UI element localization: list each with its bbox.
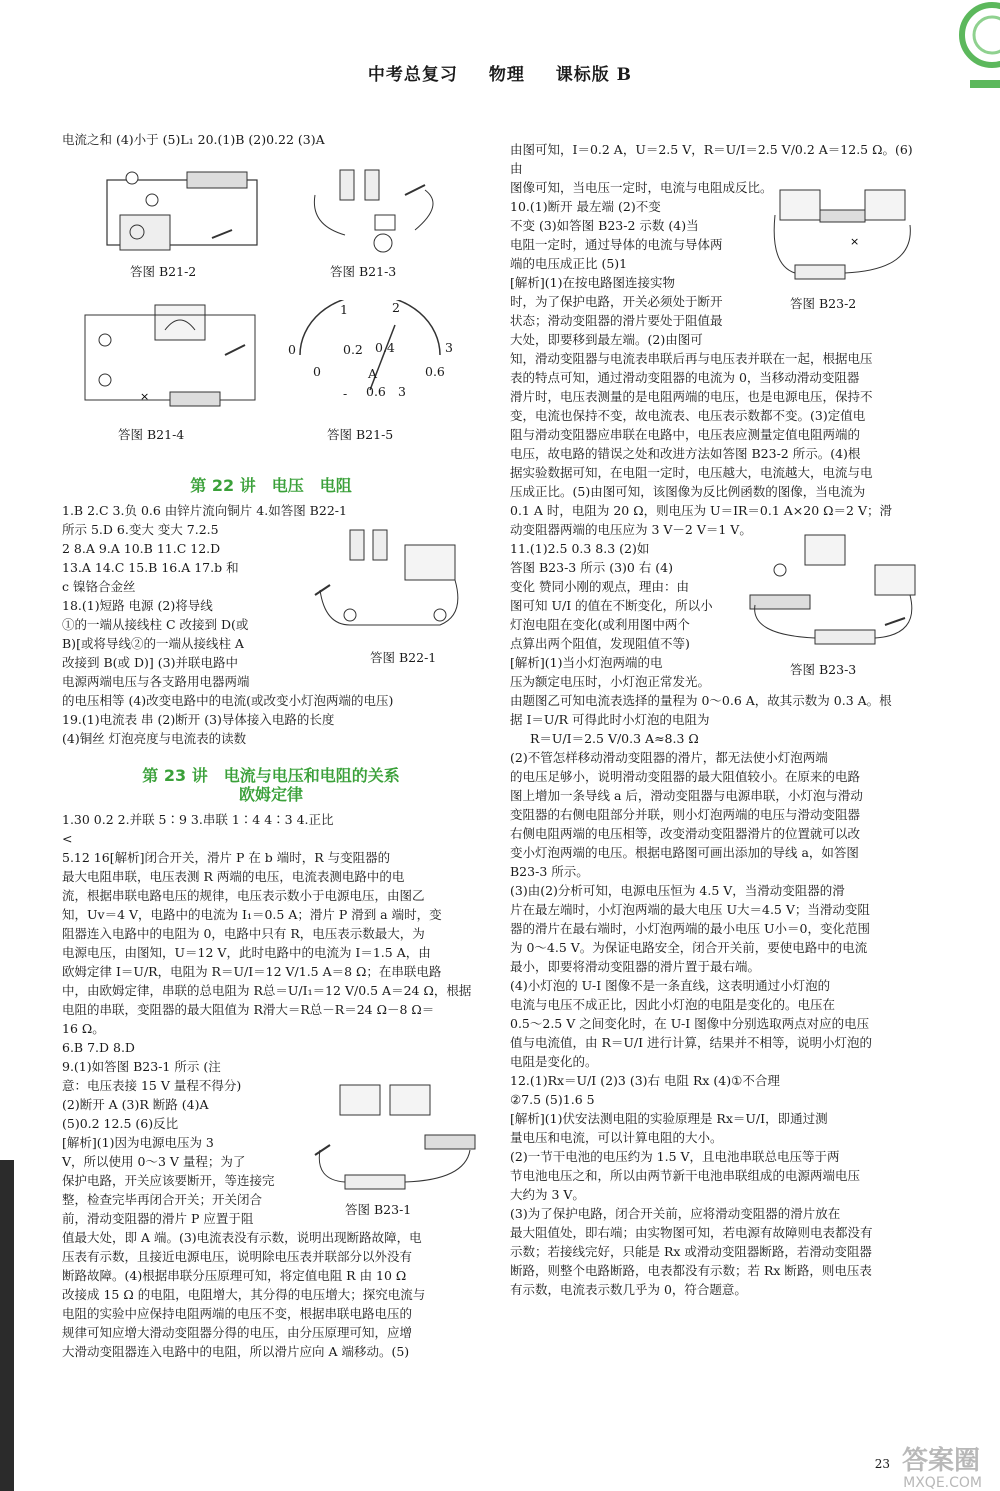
section-subtitle: 欧姆定律	[238, 785, 303, 804]
text-line: 电阻的串联，变阻器的最大阻值为 R滑大＝R总－R＝24 Ω－8 Ω＝	[62, 1002, 435, 1017]
dial-unit: A	[368, 366, 378, 381]
text-line: 压成正比。(5)由图可知，该图像为反比例函数的图像，当电流为	[510, 484, 866, 499]
text-line: 答图 B23-3 所示 (3)0 右 (4)	[510, 560, 674, 575]
text-line: 由图可知，I＝0.2 A，U＝2.5 V，R＝U/I＝2.5 V/0.2 A＝12.5 Ω。(6)由	[510, 142, 913, 176]
caption: 答图 B22-1	[370, 650, 437, 665]
text-line: (3)由(2)分析可知，电源电压恒为 4.5 V，当滑动变阻器的滑	[510, 883, 845, 898]
text-line: 示数；若接线完好，只能是 Rx 或滑动变阻器断路，若滑动变阻器	[510, 1244, 872, 1259]
circuit-figure-b22-1	[305, 525, 475, 640]
text-line: 值与电流值，由 R＝U/I 进行计算，结果并不相等，说明小灯泡的	[510, 1035, 873, 1050]
dial-label: 0.4	[375, 340, 395, 355]
terminal-label: 0.6	[366, 384, 386, 399]
left-column	[62, 130, 480, 149]
header-book: 中考总复习	[367, 65, 458, 85]
circuit-figure-b23-1	[305, 1080, 480, 1195]
header-edition: 课标版 B	[555, 65, 633, 85]
text-line: 节电池电压之和，所以由两节新干电池串联组成的电源两端电压	[510, 1168, 861, 1183]
text-line: 5.12 16[解析]闭合开关，滑片 P 在 b 端时，R 与变阻器的	[62, 850, 391, 865]
text-line: 欧姆定律 I＝U/R，电阻为 R＝U/I＝12 V/1.5 A＝8 Ω；在串联电路	[62, 964, 442, 979]
text-line: 由题图乙可知电流表选择的量程为 0～0.6 A，故其示数为 0.3 A。根	[510, 693, 892, 708]
text-line: 为 0～4.5 V。为保证电路安全，闭合开关前，要使电路中的电流	[510, 940, 868, 955]
text-line: 最大电阻串联，电压表测 R 两端的电压，电流表测电路中的电	[62, 869, 405, 884]
text-line: 时，为了保护电路，开关必须处于断开	[510, 294, 723, 309]
dial-label: 1	[340, 302, 348, 317]
dial-label: 0	[313, 364, 321, 379]
text-line: 意：电压表接 15 V 量程不得分)	[62, 1078, 242, 1093]
text-line: 最小，即要将滑动变阻器的滑片置于最右端。	[510, 959, 761, 974]
edge-bar	[0, 1160, 14, 1491]
text-line: 知，滑动变阻器与电流表串联后再与电压表并联在一起，根据电压	[510, 351, 873, 366]
text-line: ②7.5 (5)1.6 5	[510, 1092, 595, 1107]
text-line: (2)不管怎样移动滑动变阻器的滑片，都无法使小灯泡两端	[510, 750, 828, 765]
text-line: 电阻一定时，通过导体的电流与导体两	[510, 237, 723, 252]
text-line: 10.(1)断开 最左端 (2)不变	[510, 199, 661, 214]
text-line: 中，由欧姆定律，串联的总电阻为 R总＝U/I₁＝12 V/0.5 A＝24 Ω，根据	[62, 983, 472, 998]
text-line: 图像可知，当电压一定时，电流与电阻成反比。	[510, 180, 773, 195]
text-line: 13.A 14.C 15.B 16.A 17.b 和	[62, 560, 239, 575]
text-line: 的电压相等 (4)改变电路中的电流(或改变小灯泡两端的电压)	[62, 693, 394, 708]
text-line: 1.30 0.2 2.并联 5∶9 3.串联 1∶4 4∶3 4.正比	[62, 812, 334, 827]
text-line: 0.1 A 时，电阻为 20 Ω，则电压为 U＝IR＝0.1 A×20 Ω＝2 V；滑	[510, 503, 892, 518]
text-line: c 镍铬合金丝	[62, 579, 136, 594]
text-line: 点算出两个阻值，发现阻值不等)	[510, 636, 690, 651]
dial-label: 0	[288, 342, 296, 357]
text-line: 压表有示数，且接近电源电压，说明除电压表并联部分以外没有	[62, 1249, 413, 1264]
text-line: 9.(1)如答图 B23-1 所示 (注	[62, 1059, 221, 1074]
text-line: 电流与电压不成正比，因此小灯泡的电阻是变化的。电压在	[510, 997, 836, 1012]
section-23	[62, 760, 480, 1361]
text-line: 知，Uv＝4 V，电路中的电流为 I₁＝0.5 A；滑片 P 滑到 a 端时，变	[62, 907, 442, 922]
text-line: B23-3 所示。	[510, 864, 589, 879]
text-line: (3)为了保护电路，闭合开关前，应将滑动变阻器的滑片放在	[510, 1206, 841, 1221]
text-line: 不变 (3)如答图 B23-2 示数 (4)当	[510, 218, 699, 233]
corner-decoration-icon	[930, 0, 1000, 120]
dial-label: 3	[445, 340, 453, 355]
text-line: 变，电流也保持不变，故电流表、电压表示数都不变。(3)定值电	[510, 408, 866, 423]
text-line: [解析](1)当小灯泡两端的电	[510, 655, 663, 670]
text-line: 表的特点可知，通过滑动变阻器的电流为 0，当移动滑动变阻器	[510, 370, 860, 385]
text-line: 电流之和 (4)小于 (5)L₁ 20.(1)B (2)0.22 (3)A	[62, 132, 325, 147]
text-line: 阻与滑动变阻器应串联在电路中，电压表应测量定值电阻两端的	[510, 427, 861, 442]
text-line: 12.(1)Rx＝U/I (2)3 (3)右 电阻 Rx (4)①不合理	[510, 1073, 780, 1088]
right-column	[510, 140, 915, 1299]
text-line: 整，检查完毕再闭合开关；开关闭合	[62, 1192, 263, 1207]
text-line: 片在最左端时，小灯泡两端的最大电压 U大＝4.5 V；当滑动变阻	[510, 902, 870, 917]
text-line: 大处，即要移到最左端。(2)由图可	[510, 332, 703, 347]
caption: 答图 B21-3	[330, 264, 397, 279]
text-line: 11.(1)2.5 0.3 8.3 (2)如	[510, 541, 650, 556]
svg-text:×: ×	[850, 235, 860, 248]
text-line: 断路，则整个电路断路，电表都没有示数；若 Rx 断路，则电压表	[510, 1263, 872, 1278]
text-line: 阻器连入电路中的电阻为 0，电路中只有 R，电压表示数最大，为	[62, 926, 425, 941]
text-line: (5)0.2 12.5 (6)反比	[62, 1116, 179, 1131]
text-line: 2 8.A 9.A 10.B 11.C 12.D	[62, 541, 221, 556]
text-line: 滑片时，电压表测量的是电阻两端的电压，也是电源电压，保持不	[510, 389, 873, 404]
text-line: 前，滑动变阻器的滑片 P 应置于阻	[62, 1211, 254, 1226]
text-line: [解析](1)因为电源电压为 3	[62, 1135, 214, 1150]
text-line: (2)一节干电池的电压约为 1.5 V，且电池串联总电压等于两	[510, 1149, 840, 1164]
text-line: 电阻是变化的。	[510, 1054, 598, 1069]
watermark-url: MXQE.COM	[903, 1475, 982, 1491]
terminal-label: 3	[398, 384, 406, 399]
text-line: 变小灯泡两端的电压。根据电路图可画出添加的导线 a，如答图	[510, 845, 859, 860]
text-line: (4)小灯泡的 U-I 图像不是一条直线，这表明通过小灯泡的	[510, 978, 831, 993]
text-line: 电压，故电路的错误之处和改进方法如答图 B23-2 所示。(4)根	[510, 446, 861, 461]
caption: 答图 B23-2	[790, 296, 857, 311]
text-line: 保护电路，开关应该要断开，等连接完	[62, 1173, 275, 1188]
text-line: 大滑动变阻器连入电路中的电阻，所以滑片应向 A 端移动。(5)	[62, 1344, 410, 1359]
text-line: 0.5～2.5 V 之间变化时，在 U-I 图像中分别选取两点对应的电压	[510, 1016, 870, 1031]
text-line: 据实验数据可知，在电阻一定时，电压越大，电流越大，电流与电	[510, 465, 873, 480]
caption: 答图 B21-5	[327, 427, 394, 442]
text-line: 灯泡电阻在变化(或利用图中两个	[510, 617, 690, 632]
text-line: 变化 赞同小刚的观点，理由：由	[510, 579, 689, 594]
svg-text:×: ×	[140, 390, 150, 403]
text-line: ①的一端从接线柱 C 改接到 D(或	[62, 617, 249, 632]
text-line: 量电压和电流，可以计算电阻的大小。	[510, 1130, 723, 1145]
text-line: 状态；滑动变阻器的滑片要处于阻值最	[510, 313, 723, 328]
caption: 答图 B21-4	[118, 427, 185, 442]
circuit-figure-b21-4	[75, 300, 265, 415]
text-line: 器的滑片在最右端时，小灯泡两端的最小电压 U小＝0，变化范围	[510, 921, 870, 936]
text-line: B)[或将导线②的一端从接线柱 A	[62, 636, 244, 651]
caption: 答图 B21-2	[130, 264, 197, 279]
text-line: 18.(1)短路 电源 (2)将导线	[62, 598, 213, 613]
circuit-figure-b21-3	[305, 165, 455, 260]
terminal-label: -	[343, 386, 348, 401]
section-title: 第 23 讲 电流与电压和电阻的关系	[142, 766, 400, 785]
text-line: 大约为 3 V。	[510, 1187, 585, 1202]
text-line: 图上增加一条导线 a 后，滑动变阻器与电源串联，小灯泡与滑动	[510, 788, 863, 803]
dial-label: 0.6	[425, 364, 445, 379]
circuit-figure-b21-2	[92, 160, 272, 260]
circuit-figure-b23-3	[745, 530, 925, 655]
text-line: (2)断开 A (3)R 断路 (4)A	[62, 1097, 209, 1112]
text-line: 改接到 B(或 D)] (3)并联电路中	[62, 655, 238, 670]
caption: 答图 B23-1	[345, 1202, 412, 1217]
text-line: 流，根据串联电路电压的规律，电压表示数小于电源电压，由图乙	[62, 888, 425, 903]
text-line: [解析](1)伏安法测电阻的实验原理是 Rx＝U/I，即通过测	[510, 1111, 828, 1126]
ammeter-dial-figure	[285, 300, 455, 420]
text-line: 动变阻器两端的电压应为 3 V－2 V＝1 V。	[510, 522, 752, 537]
text-line: [解析](1)在按电路图连接实物	[510, 275, 675, 290]
text-line: R＝U/I＝2.5 V/0.3 A≈8.3 Ω	[530, 731, 699, 746]
text-line: 的电压足够小，说明滑动变阻器的最大阻值较小。在原来的电路	[510, 769, 861, 784]
text-line: 电阻的实验中应保持电阻两端的电压不变，根据串联电路电压的	[62, 1306, 413, 1321]
text-line: V，所以使用 0～3 V 量程；为了	[62, 1154, 246, 1169]
text-line: 改接成 15 Ω 的电阻，电阻增大，其分得的电压增大；探究电流与	[62, 1287, 426, 1302]
text-line: 有示数，电流表示数几乎为 0，符合题意。	[510, 1282, 747, 1297]
dial-label: 2	[392, 300, 400, 315]
text-line: 端的电压成正比 (5)1	[510, 256, 628, 271]
text-line: (4)铜丝 灯泡亮度与电流表的读数	[62, 731, 247, 746]
text-line: 规律可知应增大滑动变阻器分得的电压，由分压原理可知，应增	[62, 1325, 413, 1340]
dial-label: 0.2	[343, 342, 363, 357]
text-line: 值最大处，即 A 端。(3)电流表没有示数，说明出现断路故障，电	[62, 1230, 422, 1245]
page-number: 23	[874, 1457, 890, 1471]
circuit-figure-b23-2	[765, 185, 925, 290]
text-line: 压为额定电压时，小灯泡正常发光。	[510, 674, 711, 689]
text-line: 变阻器的右侧电阻部分并联，则小灯泡两端的电压与滑动变阻器	[510, 807, 861, 822]
text-line: <	[62, 831, 73, 846]
watermark-logo: 答案圈	[901, 1446, 980, 1476]
text-line: 1.B 2.C 3.负 0.6 由锌片流向铜片 4.如答图 B22-1	[62, 503, 347, 518]
text-line: 图可知 U/I 的值在不断变化，所以小	[510, 598, 713, 613]
header-subject: 物理	[488, 65, 525, 85]
text-line: 电源两端电压与各支路用电器两端	[62, 674, 250, 689]
text-line: 16 Ω。	[62, 1021, 105, 1036]
text-line: 据 I＝U/R 可得此时小灯泡的电阻为	[510, 712, 710, 727]
text-line: 所示 5.D 6.变大 变大 7.2.5	[62, 522, 219, 537]
page-header	[0, 60, 1000, 85]
text-line: 6.B 7.D 8.D	[62, 1040, 135, 1055]
text-line: 右侧电阻两端的电压相等，改变滑动变阻器滑片的位置就可以改	[510, 826, 861, 841]
text-line: 19.(1)电流表 串 (2)断开 (3)导体接入电路的长度	[62, 712, 335, 727]
text-line: 断路故障。(4)根据串联分压原理可知，将定值电阻 R 由 10 Ω	[62, 1268, 407, 1283]
text-line: 电源电压，由图知，U＝12 V，此时电路中的电流为 I＝1.5 A，由	[62, 945, 431, 960]
caption: 答图 B23-3	[790, 662, 857, 677]
section-title: 第 22 讲 电压 电阻	[190, 476, 352, 495]
text-line: 最大阻值处，即右端；由实物图可知，若电源有故障则电表都没有	[510, 1225, 873, 1240]
